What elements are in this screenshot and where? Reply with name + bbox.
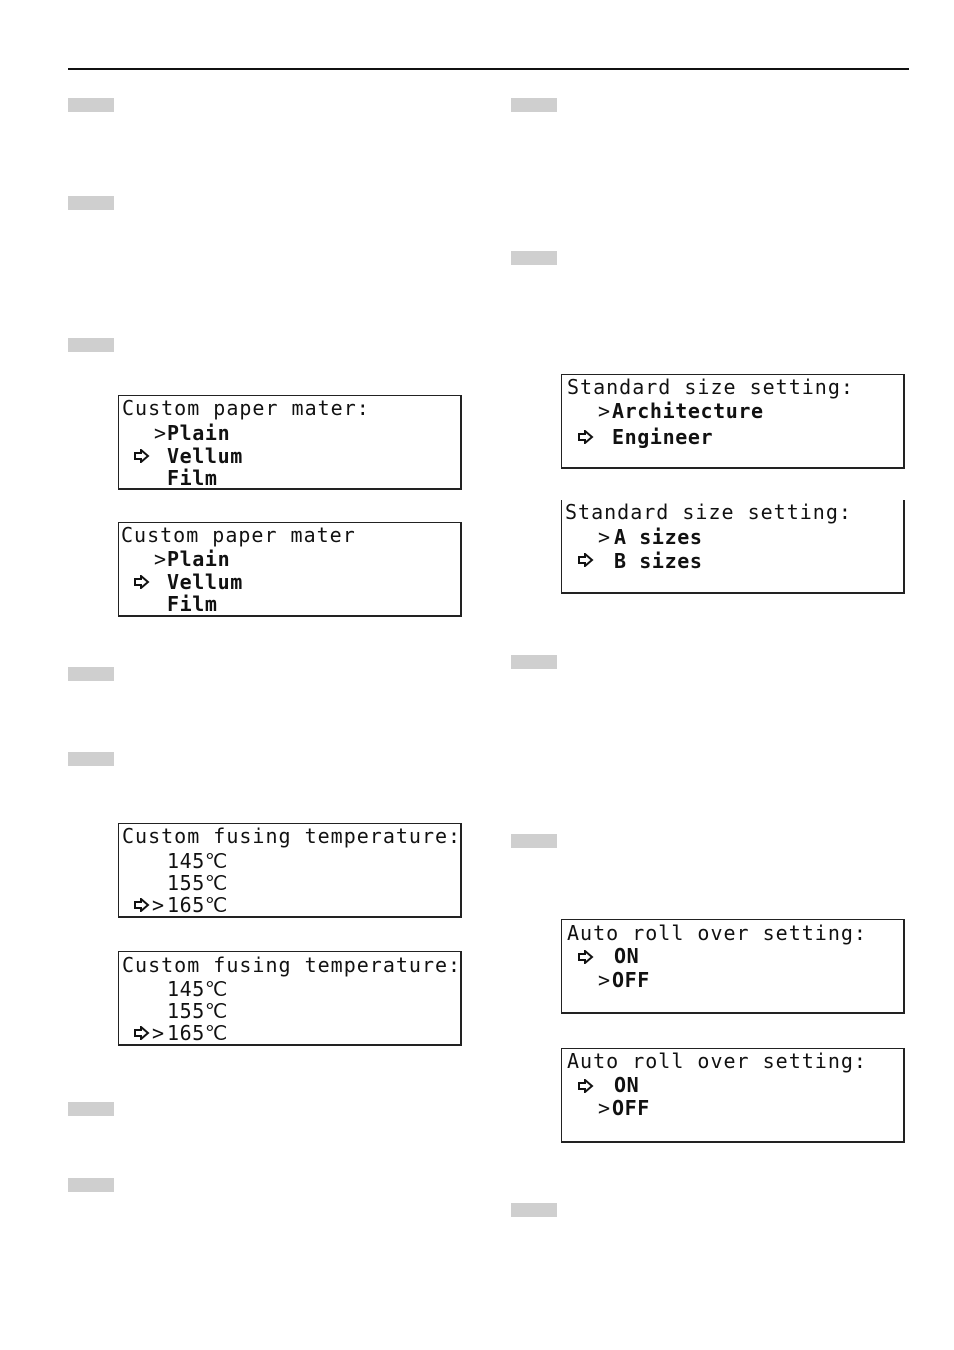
caret-right-icon: > [152,1021,165,1045]
step-marker [68,1178,114,1192]
hollow-arrow-icon [134,1026,150,1040]
header-rule [68,68,909,70]
hollow-arrow-icon [578,950,594,964]
hollow-arrow-icon [578,430,594,444]
option-vellum: Vellum [167,444,243,468]
step-marker [68,98,114,112]
option-architecture: Architecture [612,399,764,423]
standard-size-display-1 [561,374,905,469]
step-marker [511,1203,557,1217]
caret-right-icon: > [598,1096,611,1120]
option-off: OFF [612,1096,650,1120]
option-145: 145℃ [167,849,228,873]
display-title: Standard size setting: [565,500,852,524]
option-plain: Plain [167,547,231,571]
fusing-temperature-display-2 [118,951,462,1046]
option-on: ON [614,1073,640,1097]
option-engineer: Engineer [612,425,714,449]
paper-material-display-1 [118,395,462,490]
caret-right-icon: > [598,968,611,992]
display-title: Custom fusing temperature: [122,824,462,848]
auto-roll-over-display-2 [561,1048,905,1143]
display-title: Custom fusing temperature: [122,953,462,977]
option-film: Film [167,466,218,490]
option-165: 165℃ [167,893,228,917]
fusing-temperature-display-1 [118,823,462,918]
step-marker [511,834,557,848]
step-marker [68,338,114,352]
auto-roll-over-display-1 [561,919,905,1014]
step-marker [511,655,557,669]
hollow-arrow-icon [578,1079,594,1093]
paper-material-display-2 [118,522,462,617]
caret-right-icon: > [152,893,165,917]
hollow-arrow-icon [578,553,594,567]
caret-right-icon: > [154,421,167,445]
option-145: 145℃ [167,977,228,1001]
caret-right-icon: > [598,525,611,549]
step-marker [511,98,557,112]
step-marker [68,752,114,766]
hollow-arrow-icon [134,898,150,912]
option-film: Film [167,592,218,616]
caret-right-icon: > [598,399,611,423]
step-marker [68,1102,114,1116]
option-on: ON [614,944,640,968]
hollow-arrow-icon [134,575,150,589]
step-marker [68,667,114,681]
option-off: OFF [612,968,650,992]
option-vellum: Vellum [167,570,243,594]
display-title: Auto roll over setting: [567,921,867,945]
caret-right-icon: > [154,547,167,571]
standard-size-display-2 [561,500,905,594]
option-165: 165℃ [167,1021,228,1045]
hollow-arrow-icon [134,449,150,463]
display-title: Custom paper mater [121,523,356,547]
display-title: Custom paper mater: [122,396,370,420]
option-155: 155℃ [167,871,228,895]
option-b-sizes: B sizes [614,549,703,573]
option-155: 155℃ [167,999,228,1023]
option-a-sizes: A sizes [614,525,703,549]
display-title: Standard size setting: [567,375,854,399]
option-plain: Plain [167,421,231,445]
step-marker [511,251,557,265]
display-title: Auto roll over setting: [567,1049,867,1073]
step-marker [68,196,114,210]
